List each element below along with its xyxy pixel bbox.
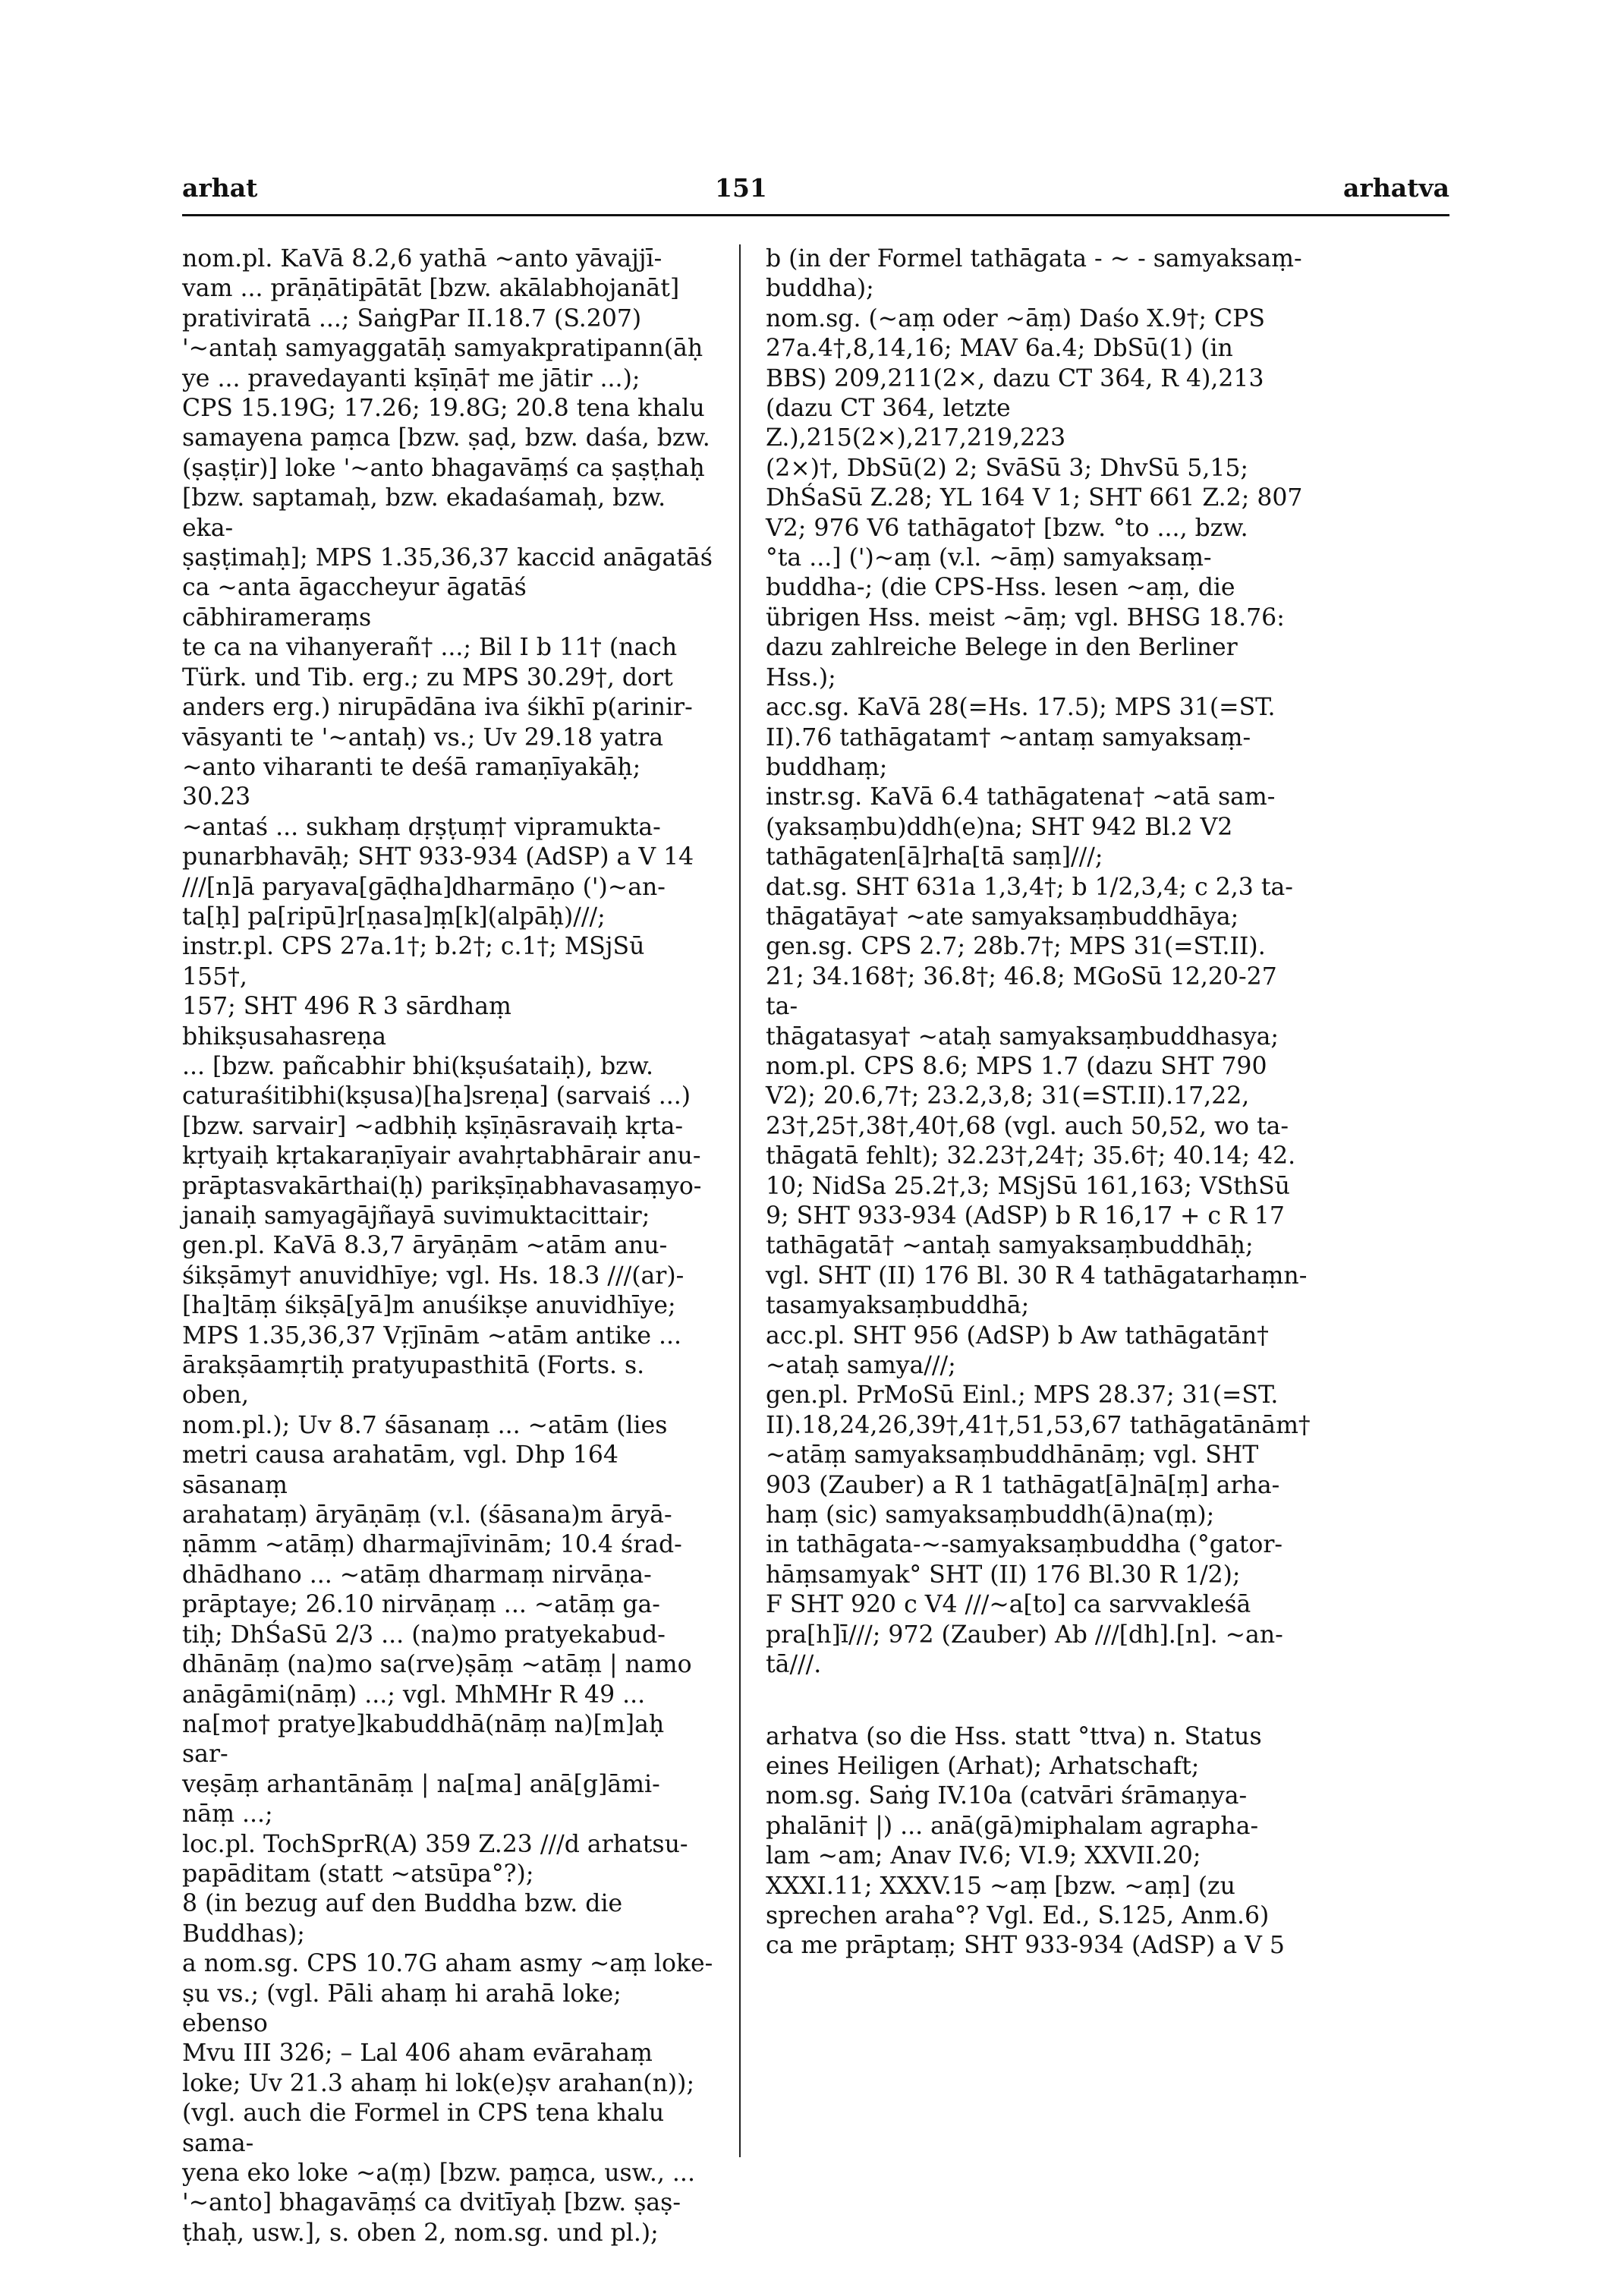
- text-line: in tathāgata-~-samyaksaṃbuddha (°gator-: [766, 1531, 1283, 1559]
- text-line: (dazu CT 364, letzte Z.),215(2×),217,219,223: [766, 395, 1066, 452]
- text-line: samayena paṃca [bzw. ṣaḍ, bzw. daśa, bzw.: [182, 424, 710, 452]
- text-line: Mvu III 326; – Lal 406 aham evārahaṃ: [182, 2040, 653, 2068]
- text-line: MPS 1.35,36,37 Vṛjīnām ~atām antike ...: [182, 1321, 682, 1350]
- text-line: [766, 1681, 1312, 1722]
- text-line: 27a.4†,8,14,16; MAV 6a.4; DbSū(1) (in: [766, 335, 1233, 363]
- text-line: prāptasvakārthai(ḥ) parikṣīṇabhavasaṃyo-: [182, 1172, 702, 1200]
- text-line: ārakṣāamṛtiḥ pratyupasthitā (Forts. s. oben,: [182, 1352, 645, 1410]
- text-line: thāgatasya† ~ataḥ samyaksaṃbuddhasya;: [766, 1022, 1279, 1051]
- text-line: 9; SHT 933-934 (AdSP) b R 16,17 + c R 17: [766, 1202, 1285, 1230]
- text-line: ṣaṣṭimaḥ]; MPS 1.35,36,37 kaccid anāgatāś: [182, 544, 713, 572]
- text-line: eines Heiligen (Arhat); Arhatschaft;: [766, 1752, 1200, 1780]
- text-line: ta[ḥ] pa[ripū]r[ṇasa]ṃ[k](alpāḥ)///;: [182, 903, 606, 931]
- text-line: CPS 15.19G; 17.26; 19.8G; 20.8 tena khalu: [182, 395, 705, 423]
- text-line: nāṃ ...;: [182, 1800, 273, 1829]
- text-line: (yaksaṃbu)ddh(e)na; SHT 942 Bl.2 V2: [766, 813, 1233, 841]
- text-line: gen.pl. PrMoSū Einl.; MPS 28.37; 31(=ST.: [766, 1381, 1279, 1410]
- text-line: gen.pl. KaVā 8.3,7 āryāṇām ~atām anu-: [182, 1232, 668, 1260]
- text-line: prāptaye; 26.10 nirvāṇaṃ ... ~atāṃ ga-: [182, 1591, 660, 1619]
- text-line: 10; NidSa 25.2†,3; MSjSū 161,163; VSthSū: [766, 1172, 1290, 1200]
- text-line: tiḥ; DhŚaSū 2/3 ... (na)mo pratyekabud-: [182, 1621, 666, 1649]
- text-line: yena eko loke ~a(ṃ) [bzw. paṃca, usw., ...: [182, 2159, 695, 2187]
- text-line: V2; 976 V6 tathāgato† [bzw. °to ..., bzw.: [766, 514, 1248, 542]
- text-line: dhānāṃ (na)mo sa(rve)ṣāṃ ~atāṃ | namo: [182, 1651, 692, 1679]
- text-line: 8 (in bezug auf den Buddha bzw. die Buddhas);: [182, 1890, 623, 1948]
- text-line: caturaśitibhi(kṣusa)[ha]sreṇa] (sarvaiś ...): [182, 1082, 691, 1110]
- text-line: ṣu vs.; (vgl. Pāli ahaṃ hi arahā loke; ebenso: [182, 1980, 622, 2037]
- text-line: a nom.sg. CPS 10.7G aham asmy ~aṃ loke-: [182, 1950, 713, 1978]
- text-line: punarbhavāḥ; SHT 933-934 (AdSP) a V 14: [182, 843, 694, 871]
- text-line: tasamyaksaṃbuddhā;: [766, 1292, 1030, 1320]
- text-line: dazu zahlreiche Belege in den Berliner Hss.);: [766, 634, 1238, 691]
- text-line: ye ... pravedayanti kṣīṇā† me jātir ...);: [182, 364, 640, 392]
- text-line: nom.sg. (~aṃ oder ~āṃ) Daśo X.9†; CPS: [766, 304, 1265, 332]
- text-line: vam ... prāṇātipātāt [bzw. akālabhojanāt]: [182, 275, 680, 303]
- text-line: ca ~anta āgaccheyur āgatāś cābhirameraṃs: [182, 574, 527, 632]
- text-line: (ṣaṣṭir)] loke '~anto bhagavāṃś ca ṣaṣṭhaḥ: [182, 454, 705, 482]
- text-line: [bzw. saptamaḥ, bzw. ekadaśamaḥ, bzw. eka-: [182, 484, 666, 542]
- text-line: nom.sg. Saṅg IV.10a (catvāri śrāmaṇya-: [766, 1782, 1248, 1810]
- column-divider: [739, 244, 741, 2157]
- text-line: tathāgaten[ā]rha[tā saṃ]///;: [766, 843, 1103, 871]
- text-line: anders erg.) nirupādāna iva śikhī p(arinir-: [182, 694, 693, 722]
- text-line: (vgl. auch die Formel in CPS tena khalu sama-: [182, 2100, 665, 2157]
- running-head-left: arhat: [182, 173, 258, 203]
- text-line: lam ~am; Anav IV.6; VI.9; XXVII.20;: [766, 1842, 1201, 1870]
- right-column: [766, 244, 1312, 1961]
- text-line: prativiratā ...; SaṅgPar II.18.7 (S.207): [182, 304, 642, 332]
- text-line: XXXI.11; XXXV.15 ~aṃ [bzw. ~aṃ] (zu: [766, 1872, 1235, 1900]
- text-line: ṇāmm ~atāṃ) dharmajīvinām; 10.4 śrad-: [182, 1531, 682, 1559]
- text-line: gen.sg. CPS 2.7; 28b.7†; MPS 31(=ST.II).: [766, 933, 1266, 961]
- text-line: vgl. SHT (II) 176 Bl. 30 R 4 tathāgatarhaṃn-: [766, 1262, 1308, 1290]
- running-head-right: arhatva: [1343, 173, 1449, 203]
- text-line: veṣāṃ arhantānāṃ | na[ma] anā[g]āmi-: [182, 1770, 660, 1798]
- text-line: acc.pl. SHT 956 (AdSP) b Aw tathāgatān†: [766, 1321, 1269, 1350]
- text-line: [bzw. sarvair] ~adbhiḥ kṣīṇāsravaiḥ kṛta-: [182, 1112, 684, 1140]
- text-line: arahataṃ) āryāṇāṃ (v.l. (śāsana)m āryā-: [182, 1501, 672, 1529]
- text-line: '~antaḥ samyaggatāḥ samyakpratipann(āḥ: [182, 335, 703, 363]
- text-line: sprechen araha°? Vgl. Ed., S.125, Anm.6): [766, 1901, 1270, 1929]
- text-line: loc.pl. TochSprR(A) 359 Z.23 ///d arhatsu-: [182, 1830, 688, 1858]
- text-line: [ha]tāṃ śikṣā[yā]m anuśikṣe anuvidhīye;: [182, 1292, 676, 1320]
- text-line: ~ataḥ samya///;: [766, 1352, 956, 1380]
- text-line: arhatva (so die Hss. statt °ttva) n. Status: [766, 1722, 1262, 1750]
- text-line: vāsyanti te '~antaḥ) vs.; Uv 29.18 yatra: [182, 723, 664, 751]
- text-line: ~antaś ... sukhaṃ dṛṣṭuṃ† vipramukta-: [182, 813, 661, 841]
- text-line: nom.pl. KaVā 8.2,6 yathā ~anto yāvajjī-: [182, 245, 663, 272]
- text-line: te ca na vihanyerañ† ...; Bil I b 11† (nach: [182, 634, 678, 662]
- text-line: 903 (Zauber) a R 1 tathāgat[ā]nā[ṃ] arha-: [766, 1471, 1280, 1499]
- text-line: ///[n]ā paryava[gāḍha]dharmāṇo (')~an-: [182, 873, 666, 901]
- text-line: na[mo† pratye]kabuddhā(nāṃ na)[m]aḥ sar-: [182, 1710, 665, 1769]
- text-line: thāgatā fehlt); 32.23†,24†; 35.6†; 40.14; 42.: [766, 1142, 1296, 1170]
- text-line: BBS) 209,211(2×, dazu CT 364, R 4),213: [766, 364, 1264, 392]
- text-line: 21; 34.168†; 36.8†; 46.8; MGoSū 12,20-27 ta-: [766, 962, 1277, 1021]
- text-line: II).18,24,26,39†,41†,51,53,67 tathāgatānām†: [766, 1411, 1311, 1439]
- text-line: DhŚaSū Z.28; YL 164 V 1; SHT 661 Z.2; 807: [766, 484, 1303, 512]
- text-line: V2); 20.6,7†; 23.2,3,8; 31(=ST.II).17,22,: [766, 1082, 1250, 1110]
- text-line: ... [bzw. pañcabhir bhi(kṣuśataiḥ), bzw.: [182, 1052, 654, 1080]
- text-line: kṛtyaiḥ kṛtakaraṇīyair avahṛtabhārair anu-: [182, 1142, 701, 1170]
- text-line: ~atāṃ samyaksaṃbuddhānāṃ; vgl. SHT: [766, 1441, 1259, 1470]
- text-line: pra[h]ī///; 972 (Zauber) Ab ///[dh].[n]. ~an-: [766, 1621, 1283, 1649]
- text-line: buddhaṃ;: [766, 753, 888, 781]
- text-line: acc.sg. KaVā 28(=Hs. 17.5); MPS 31(=ST.: [766, 694, 1276, 722]
- text-line: ~anto viharanti te deśā ramaṇīyakāḥ; 30.23: [182, 753, 641, 811]
- text-line: °ta ...] (')~aṃ (v.l. ~āṃ) samyaksaṃ-: [766, 544, 1212, 572]
- text-line: buddha);: [766, 275, 874, 303]
- text-line: 23†,25†,38†,40†,68 (vgl. auch 50,52, wo ta-: [766, 1112, 1289, 1140]
- text-line: Türk. und Tib. erg.; zu MPS 30.29†, dort: [182, 663, 673, 691]
- text-line: haṃ (sic) samyaksaṃbuddh(ā)na(ṃ);: [766, 1501, 1215, 1529]
- text-line: II).76 tathāgatam† ~antaṃ samyaksaṃ-: [766, 723, 1251, 751]
- text-line: (2×)†, DbSū(2) 2; SvāSū 3; DhvSū 5,15;: [766, 454, 1249, 482]
- text-line: anāgāmi(nāṃ) ...; vgl. MhMHr R 49 ...: [182, 1681, 646, 1709]
- text-line: papāditam (statt ~atsūpa°?);: [182, 1860, 534, 1888]
- text-line: śikṣāmy† anuvidhīye; vgl. Hs. 18.3 ///(ar)-: [182, 1262, 685, 1290]
- text-line: '~anto] bhagavāṃś ca dvitīyaḥ [bzw. ṣaṣ-: [182, 2189, 681, 2217]
- header-rule: [182, 214, 1449, 216]
- text-line: F SHT 920 c V4 ///~a[to] ca sarvvakleśā: [766, 1591, 1251, 1619]
- left-column: [182, 244, 713, 2248]
- text-line: instr.pl. CPS 27a.1†; b.2†; c.1†; MSjSū 155†,: [182, 933, 645, 991]
- text-line: buddha-; (die CPS-Hss. lesen ~aṃ, die: [766, 574, 1235, 602]
- text-line: übrigen Hss. meist ~āṃ; vgl. BHSG 18.76:: [766, 603, 1285, 632]
- text-line: dat.sg. SHT 631a 1,3,4†; b 1/2,3,4; c 2,3 ta-: [766, 873, 1293, 901]
- text-line: thāgatāya† ~ate samyaksaṃbuddhāya;: [766, 903, 1239, 931]
- text-line: b (in der Formel tathāgata - ~ - samyaksaṃ-: [766, 245, 1302, 272]
- text-line: hāṃsamyak° SHT (II) 176 Bl.30 R 1/2);: [766, 1561, 1241, 1589]
- text-line: nom.pl. CPS 8.6; MPS 1.7 (dazu SHT 790: [766, 1052, 1267, 1080]
- text-line: nom.pl.); Uv 8.7 śāsanaṃ ... ~atām (lies: [182, 1411, 668, 1439]
- text-line: dhādhano ... ~atāṃ dharmaṃ nirvāṇa-: [182, 1561, 652, 1589]
- page-number: 151: [715, 173, 767, 203]
- text-line: tā///.: [766, 1651, 822, 1679]
- text-line: instr.sg. KaVā 6.4 tathāgatena† ~atā sam-: [766, 783, 1276, 811]
- text-line: tathāgatā† ~antaḥ samyaksaṃbuddhāḥ;: [766, 1232, 1254, 1260]
- text-line: metri causa arahatām, vgl. Dhp 164 sāsanaṃ: [182, 1441, 618, 1499]
- text-line: phalāni† |) ... anā(gā)miphalam agrapha-: [766, 1812, 1259, 1840]
- text-line: loke; Uv 21.3 ahaṃ hi lok(e)ṣv arahan(n));: [182, 2069, 695, 2097]
- text-line: janaiḥ samyagājñayā suvimuktacittair;: [182, 1202, 650, 1230]
- text-line: ṭhaḥ, usw.], s. oben 2, nom.sg. und pl.);: [182, 2219, 659, 2247]
- text-line: ca me prāptaṃ; SHT 933-934 (AdSP) a V 5: [766, 1932, 1285, 1960]
- text-line: 157; SHT 496 R 3 sārdhaṃ bhikṣusahasreṇa: [182, 993, 511, 1051]
